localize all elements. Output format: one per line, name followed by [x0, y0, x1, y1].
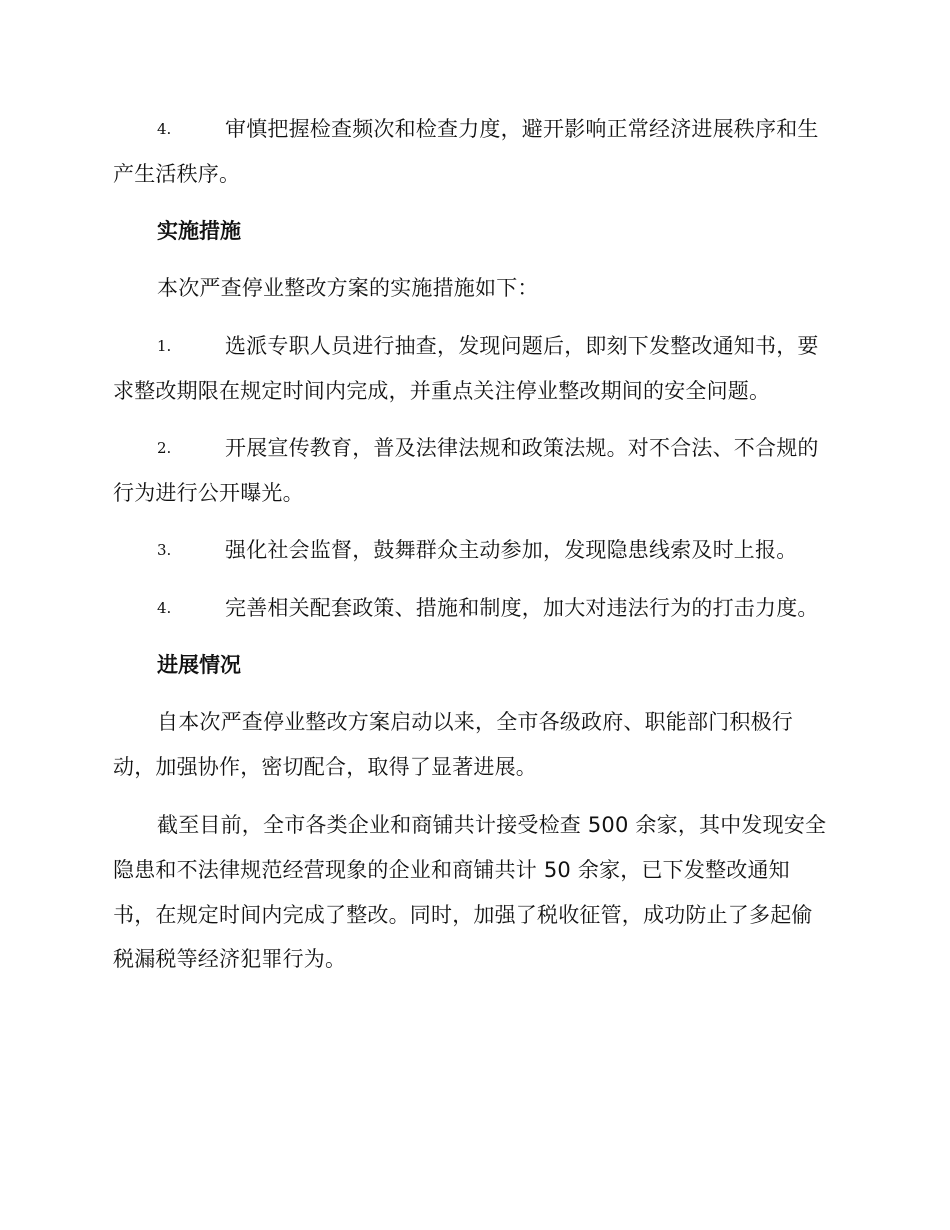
- list-item-text: 完善相关配套政策、措施和制度，加大对违法行为的打击力度。: [225, 596, 819, 620]
- list-number: 4.: [157, 120, 172, 138]
- list-number: 4.: [157, 599, 172, 617]
- list-item-text: 审慎把握检查频次和检查力度，避开影响正常经济进展秩序和生: [225, 117, 819, 141]
- section-heading-progress: 进展情况: [157, 653, 241, 677]
- list-item-text: 开展宣传教育，普及法律法规和政策法规。对不合法、不合规的: [225, 436, 819, 460]
- section-intro: 本次严查停业整改方案的实施措施如下：: [157, 276, 539, 300]
- list-item-text-continued: 行为进行公开曝光。: [113, 481, 304, 505]
- list-item-text-continued: 求整改期限在规定时间内完成，并重点关注停业整改期间的安全问题。: [113, 379, 771, 403]
- section-heading-measures: 实施措施: [157, 219, 241, 243]
- list-item-text: 强化社会监督，鼓舞群众主动参加，发现隐患线索及时上报。: [225, 538, 798, 562]
- list-number: 3.: [157, 541, 172, 559]
- paragraph-line: 截至目前，全市各类企业和商铺共计接受检查 500 余家，其中发现安全: [157, 813, 827, 837]
- paragraph-line: 自本次严查停业整改方案启动以来，全市各级政府、职能部门积极行: [157, 710, 793, 734]
- paragraph-line: 书，在规定时间内完成了整改。同时，加强了税收征管，成功防止了多起偷: [113, 903, 813, 927]
- paragraph-line: 动，加强协作，密切配合，取得了显著进展。: [113, 755, 537, 779]
- paragraph-line: 税漏税等经济犯罪行为。: [113, 947, 347, 971]
- paragraph-line: 隐患和不法律规范经营现象的企业和商铺共计 50 余家，已下发整改通知: [113, 858, 790, 882]
- list-number: 2.: [157, 439, 172, 457]
- list-item-text-continued: 产生活秩序。: [113, 162, 241, 186]
- list-number: 1.: [157, 337, 172, 355]
- list-item-text: 选派专职人员进行抽查，发现问题后，即刻下发整改通知书，要: [225, 334, 819, 358]
